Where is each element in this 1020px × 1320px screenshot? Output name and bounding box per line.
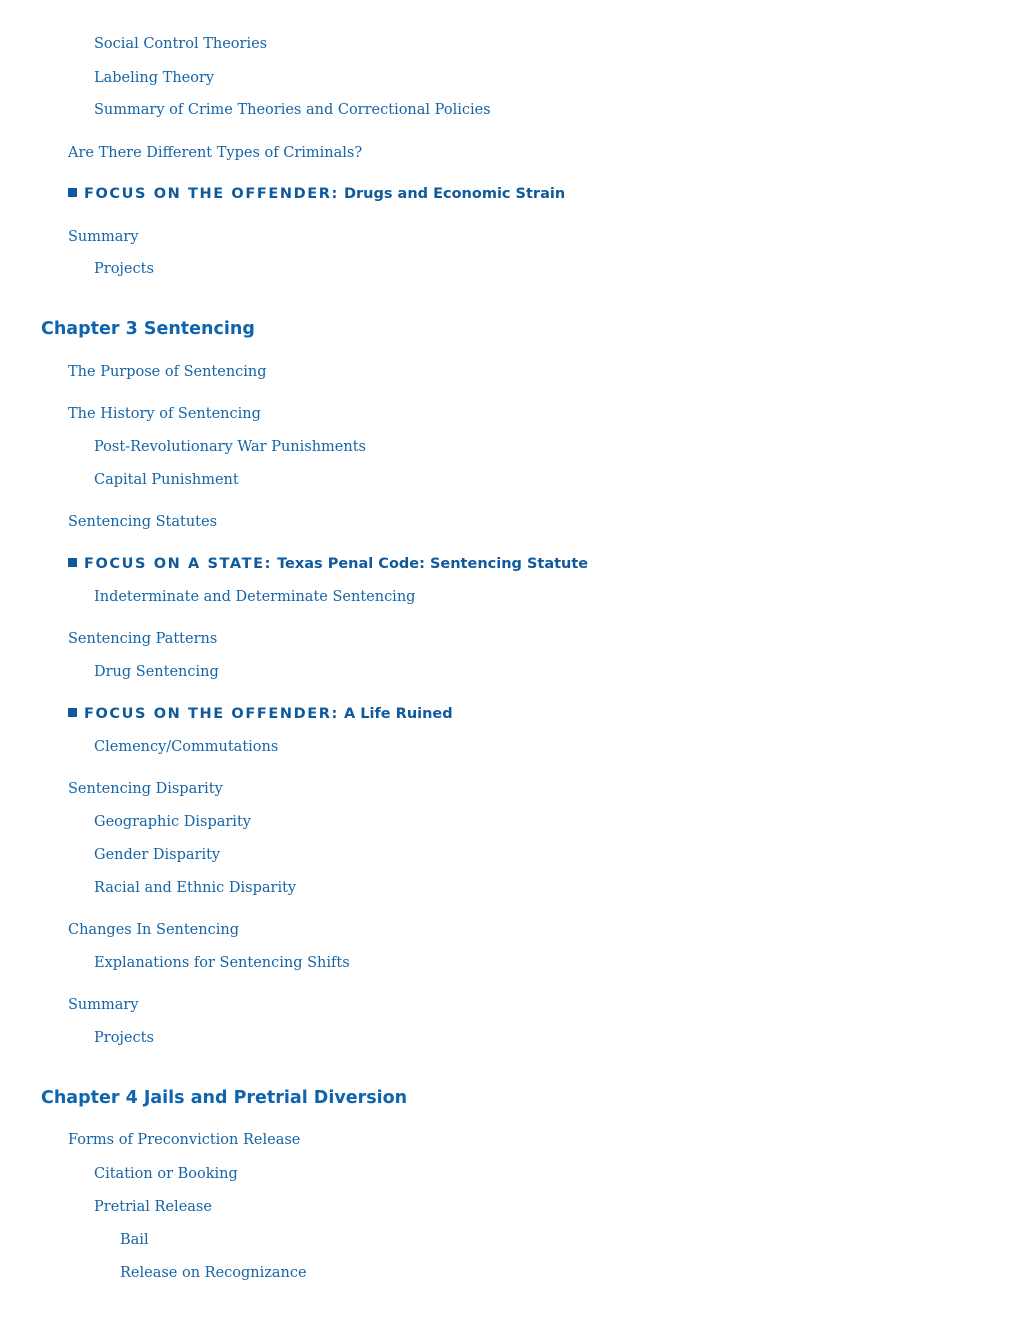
toc-link-social-control-theories[interactable]: Social Control Theories: [94, 36, 268, 52]
toc-link-purpose-of-sentencing[interactable]: The Purpose of Sentencing: [68, 364, 267, 380]
focus-prefix: FOCUS ON THE OFFENDER:: [84, 706, 339, 722]
toc-link-summary-crime-theories[interactable]: Summary of Crime Theories and Correctional Policies: [94, 102, 491, 118]
focus-title: Texas Penal Code: Sentencing Statute: [277, 556, 589, 572]
toc-focus-offender-drugs[interactable]: [68, 187, 565, 202]
focus-title: Drugs and Economic Strain: [343, 186, 566, 202]
toc-link-sentencing-patterns[interactable]: Sentencing Patterns: [68, 631, 218, 647]
toc-link-sentencing-statutes[interactable]: Sentencing Statutes: [68, 514, 218, 530]
toc-link-release-recognizance[interactable]: Release on Recognizance: [120, 1265, 307, 1281]
toc-link-changes-in-sentencing[interactable]: Changes In Sentencing: [68, 922, 239, 938]
toc-link-post-revolutionary[interactable]: Post-Revolutionary War Punishments: [94, 439, 366, 455]
toc-link-bail[interactable]: Bail: [120, 1232, 149, 1248]
toc-link-pretrial-release[interactable]: Pretrial Release: [94, 1199, 212, 1215]
toc-chapter-3-heading[interactable]: Chapter 3 Sentencing: [41, 319, 255, 339]
toc-link-drug-sentencing[interactable]: Drug Sentencing: [94, 664, 219, 680]
focus-title: A Life Ruined: [343, 706, 453, 722]
toc-link-geographic-disparity[interactable]: Geographic Disparity: [94, 814, 251, 830]
toc-link-clemency[interactable]: Clemency/Commutations: [94, 739, 279, 755]
toc-link-indeterminate-sentencing[interactable]: Indeterminate and Determinate Sentencing: [94, 589, 416, 605]
toc-link-projects[interactable]: Projects: [94, 261, 154, 277]
toc-link-types-of-criminals[interactable]: Are There Different Types of Criminals?: [68, 145, 363, 161]
square-bullet-icon: [68, 708, 77, 717]
toc-link-labeling-theory[interactable]: Labeling Theory: [94, 70, 215, 86]
toc-link-preconviction-release[interactable]: Forms of Preconviction Release: [68, 1132, 301, 1148]
toc-link-history-of-sentencing[interactable]: The History of Sentencing: [68, 406, 261, 422]
toc-link-summary[interactable]: Summary: [68, 997, 139, 1013]
toc-link-gender-disparity[interactable]: Gender Disparity: [94, 847, 221, 863]
toc-link-projects[interactable]: Projects: [94, 1030, 154, 1046]
toc-link-explanations-shifts[interactable]: Explanations for Sentencing Shifts: [94, 955, 350, 971]
focus-prefix: FOCUS ON THE OFFENDER:: [84, 186, 339, 202]
toc-link-capital-punishment[interactable]: Capital Punishment: [94, 472, 239, 488]
toc-link-citation-booking[interactable]: Citation or Booking: [94, 1166, 238, 1182]
toc-link-racial-ethnic-disparity[interactable]: Racial and Ethnic Disparity: [94, 880, 297, 896]
toc-link-summary[interactable]: Summary: [68, 229, 139, 245]
focus-prefix: FOCUS ON A STATE:: [84, 556, 273, 572]
toc-focus-state-texas[interactable]: [68, 557, 588, 572]
square-bullet-icon: [68, 558, 77, 567]
toc-chapter-4-heading[interactable]: Chapter 4 Jails and Pretrial Diversion: [41, 1088, 408, 1108]
square-bullet-icon: [68, 188, 77, 197]
toc-link-sentencing-disparity[interactable]: Sentencing Disparity: [68, 781, 223, 797]
toc-focus-offender-life-ruined[interactable]: [68, 707, 453, 722]
